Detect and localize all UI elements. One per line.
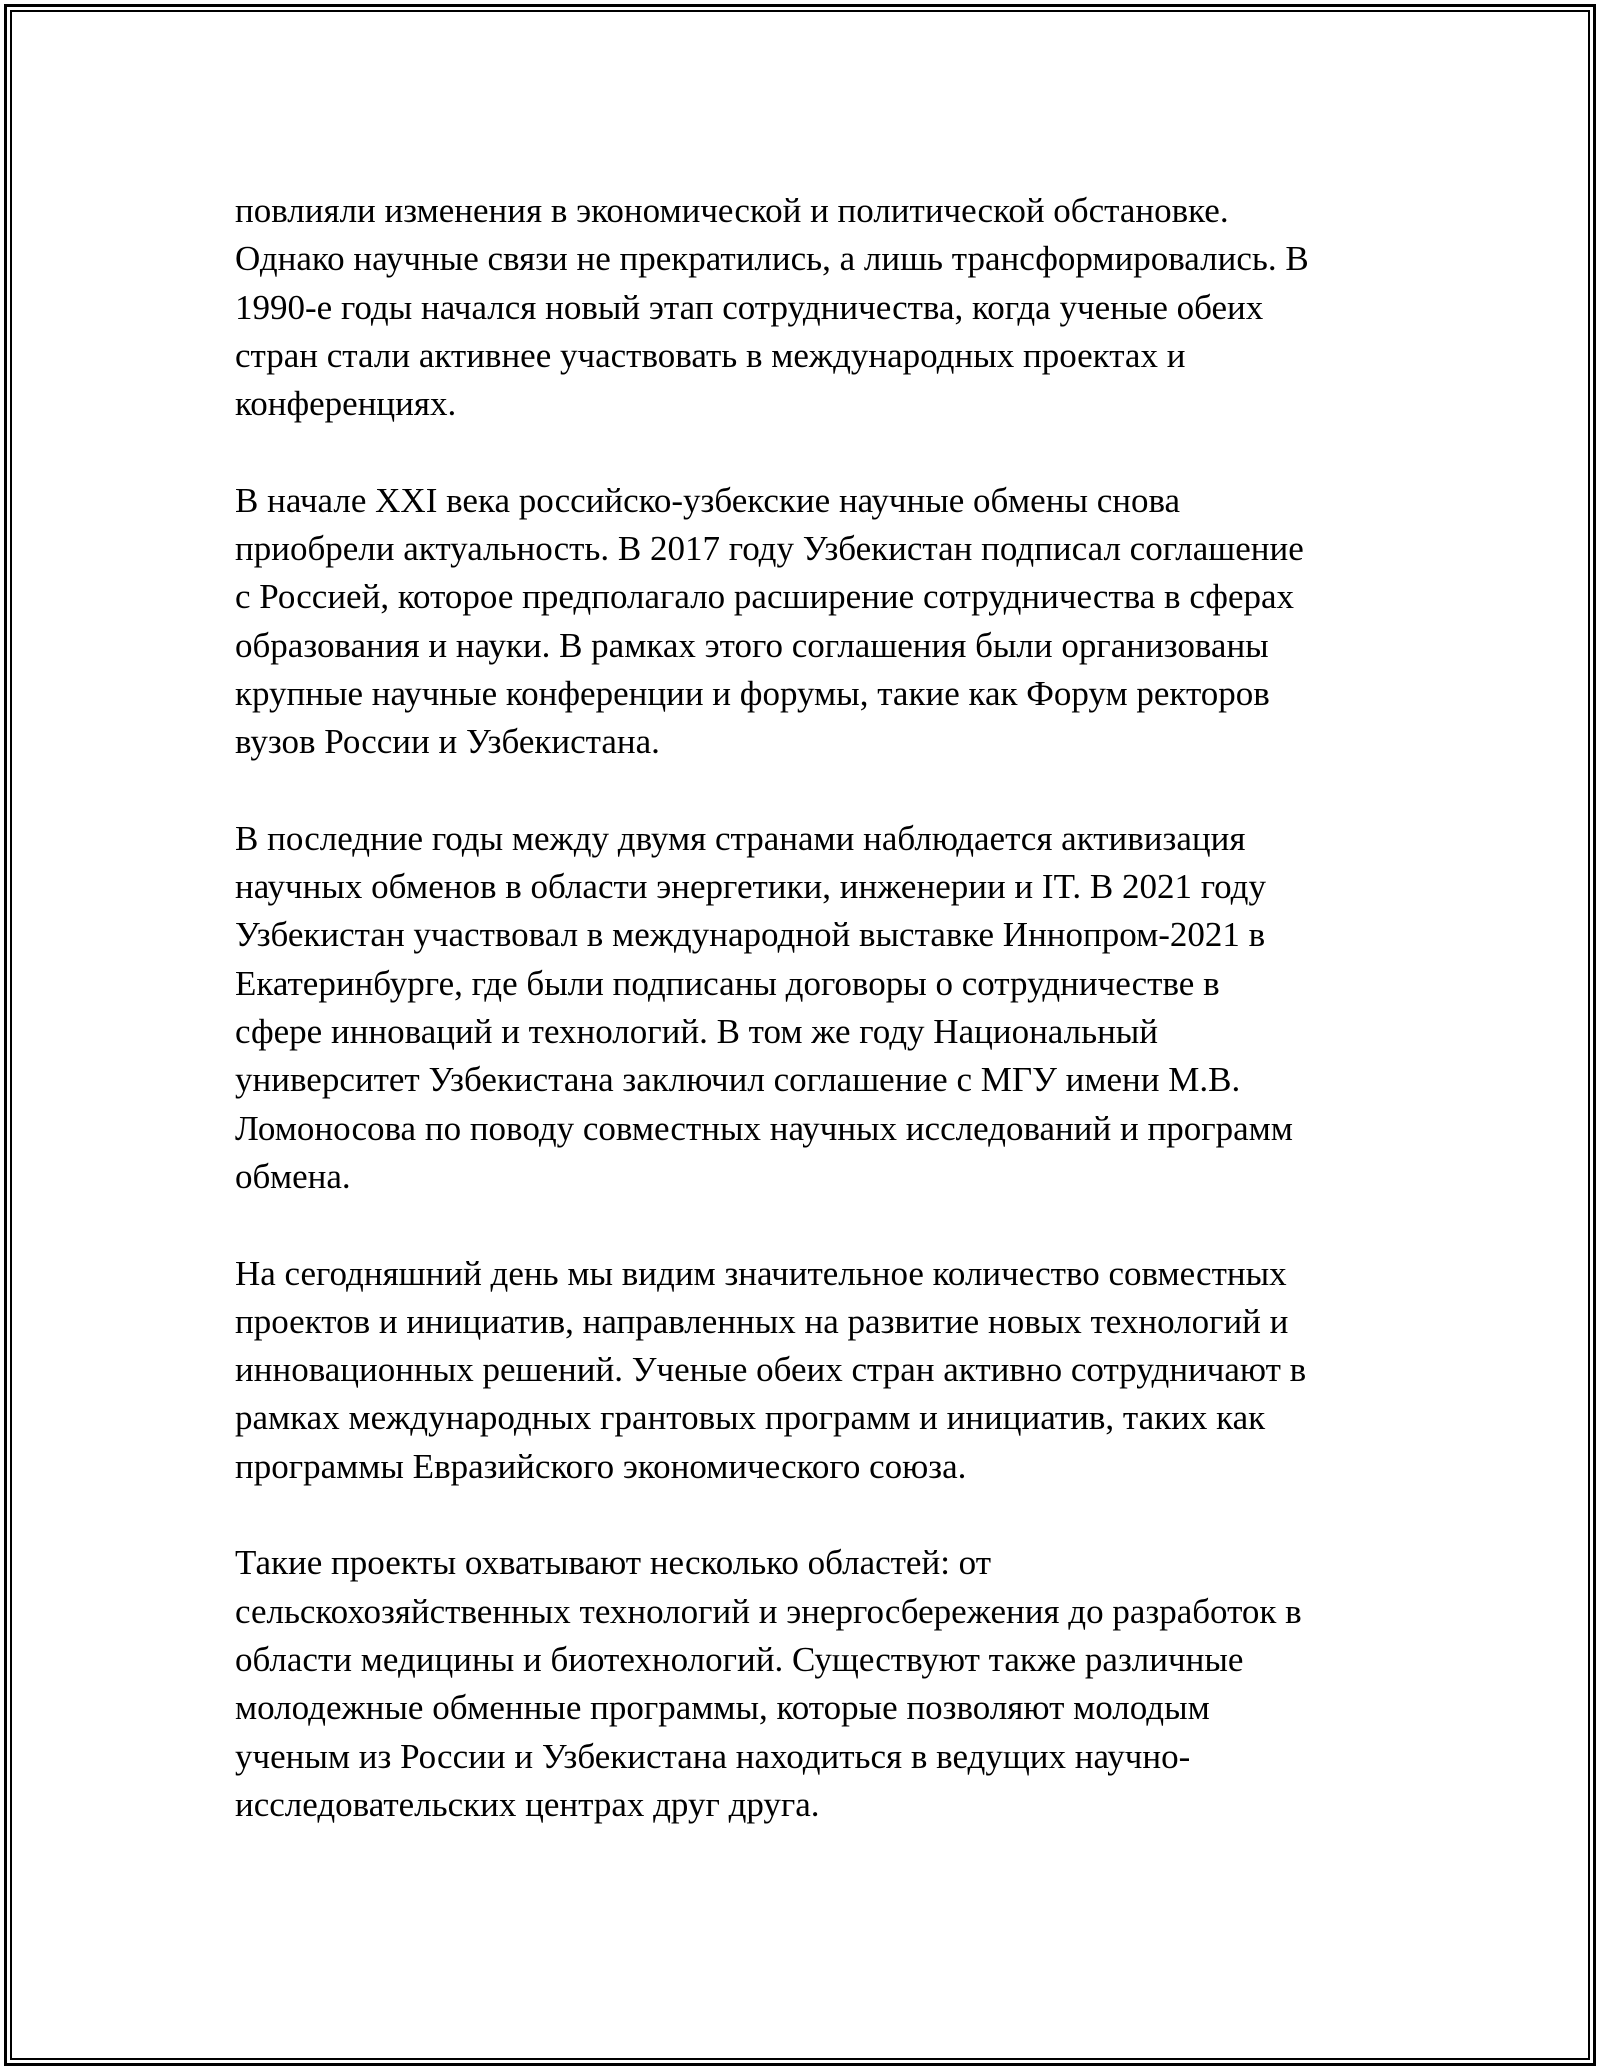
text-line: молодежные обменные программы, которые позволяют молодым bbox=[235, 1688, 1210, 1728]
paragraph-4 bbox=[235, 1250, 1365, 1491]
text-line: крупные научные конференции и форумы, такие как Форум ректоров bbox=[235, 673, 1270, 713]
text-line: Ломоносова по поводу совместных научных исследований и программ bbox=[235, 1108, 1293, 1148]
text-line: проектов и инициатив, направленных на развитие новых технологий и bbox=[235, 1301, 1289, 1341]
paragraph-3 bbox=[235, 815, 1365, 1201]
text-line: сфере инноваций и технологий. В том же году Национальный bbox=[235, 1012, 1159, 1052]
text-line: университет Узбекистана заключил соглашение с МГУ имени М.В. bbox=[235, 1060, 1241, 1100]
text-line: научных обменов в области энергетики, инженерии и IT. В 2021 году bbox=[235, 867, 1266, 907]
text-line: На сегодняшний день мы видим значительное количество совместных bbox=[235, 1253, 1287, 1293]
text-line: В последние годы между двумя странами наблюдается активизация bbox=[235, 818, 1246, 858]
text-line: 1990-е годы начался новый этап сотрудничества, когда ученые обеих bbox=[235, 287, 1264, 327]
text-line: повлияли изменения в экономической и политической обстановке. bbox=[235, 191, 1229, 230]
text-line: обмена. bbox=[235, 1156, 351, 1196]
text-line: рамках международных грантовых программ и инициатив, таких как bbox=[235, 1398, 1266, 1438]
text-line: области медицины и биотехнологий. Существуют также различные bbox=[235, 1639, 1244, 1679]
text-line: исследовательских центрах друг друга. bbox=[235, 1784, 820, 1824]
text-line: ученым из России и Узбекистана находиться в ведущих научно- bbox=[235, 1736, 1191, 1776]
text-line: Однако научные связи не прекратились, а лишь трансформировались. В bbox=[235, 239, 1309, 279]
document-body bbox=[235, 187, 1365, 1877]
text-line: конференциях. bbox=[235, 384, 457, 424]
text-line: инновационных решений. Ученые обеих стран активно сотрудничают в bbox=[235, 1350, 1307, 1390]
text-line: Екатеринбурге, где были подписаны договоры о сотрудничестве в bbox=[235, 963, 1220, 1003]
text-line: образования и науки. В рамках этого соглашения были организованы bbox=[235, 625, 1269, 665]
text-line: приобрели актуальность. В 2017 году Узбекистан подписал соглашение bbox=[235, 529, 1304, 569]
text-line: программы Евразийского экономического союза. bbox=[235, 1446, 967, 1486]
text-line: Такие проекты охватывают несколько областей: от bbox=[235, 1543, 992, 1583]
text-line: вузов России и Узбекистана. bbox=[235, 722, 660, 762]
text-line: с Россией, которое предполагало расширение сотрудничества в сферах bbox=[235, 577, 1295, 617]
paragraph-1 bbox=[235, 187, 1365, 428]
text-line: Узбекистан участвовал в международной выставке Иннопром-2021 в bbox=[235, 915, 1266, 955]
paragraph-5 bbox=[235, 1539, 1365, 1829]
text-line: сельскохозяйственных технологий и энергосбережения до разработок в bbox=[235, 1591, 1302, 1631]
paragraph-2 bbox=[235, 477, 1365, 767]
text-line: стран стали активнее участвовать в международных проектах и bbox=[235, 335, 1186, 375]
text-line: В начале XXI века российско-узбекские научные обмены снова bbox=[235, 480, 1181, 520]
